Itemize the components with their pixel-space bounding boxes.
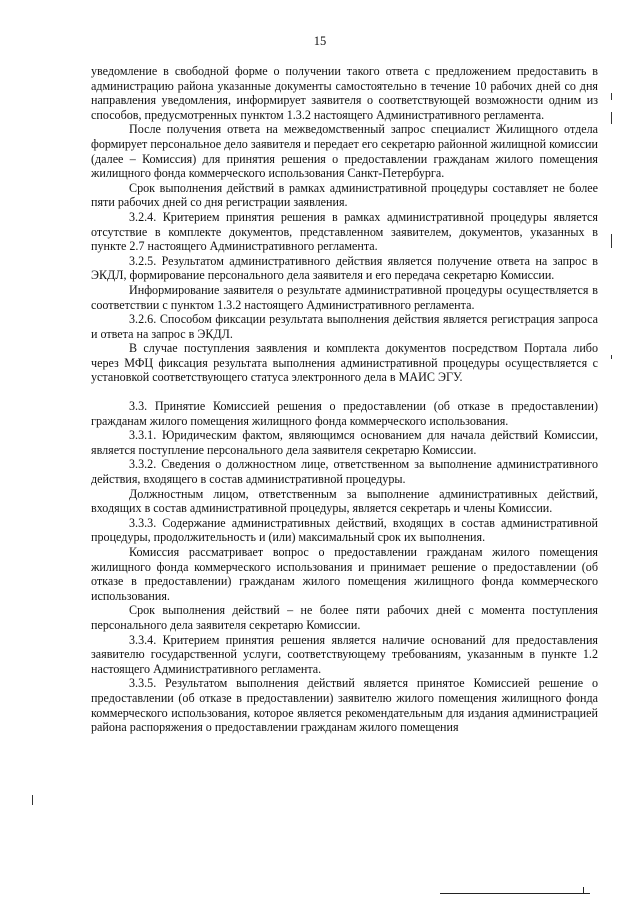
paragraph: 3.3.2. Сведения о должностном лице, ответственном за выполнение административного действия, входящего в состав административной процедуры. [91,457,598,487]
paragraph: 3.3.4. Критерием принятия решения является наличие оснований для предоставления заявителю государственной услуги, соответствующему требованиям, указанным в пункте 1.2 настоящего Административного регламента. [91,632,598,676]
paragraph: 3.3.3. Содержание административных действий, входящих в состав административной процедуры, продолжительность и (или) максимальный срок их выполнения. [91,515,598,545]
section-heading: 3.3. Принятие Комиссией решения о предоставлении (об отказе в предоставлении) гражданам жилого помещения жилищного фонда коммерческого использования. [91,399,598,428]
paragraph: После получения ответа на межведомственный запрос специалист Жилищного отдела формирует персональное дело заявителя и передает его секретарю районной жилищной комиссии (далее – Комиссия) для принятия решения о предоставлении гражданам жилого помещения жилищного фонда коммерческого использования Санкт-Петербурга. [91,122,598,181]
paragraph: 3.3.1. Юридическим фактом, являющимся основанием для начала действий Комиссии, является поступление персонального дела заявителя секретарю Комиссии. [91,428,598,457]
paragraph: Срок выполнения действий в рамках административной процедуры составляет не более пяти рабочих дней со дня регистрации заявления. [91,180,598,210]
paragraph: Срок выполнения действий – не более пяти рабочих дней с момента поступления персонального дела заявителя секретарю Комиссии. [91,603,598,632]
scan-mark [611,355,612,359]
paragraph: 3.2.6. Способом фиксации результата выполнения действия является регистрация запроса и ответа на запрос в ЭКДЛ. [91,312,598,341]
paragraph: Должностным лицом, ответственным за выполнение административных действий, входящих в состав административной процедуры, является секретарь и члены Комиссии. [91,486,598,516]
paragraph: 3.2.4. Критерием принятия решения в рамках административной процедуры является отсутствие в комплекте документов, представленном заявителем, документов, указанных в пункте 2.7 настоящего Административного регламента. [91,209,598,254]
body-text [91,64,598,735]
bottom-rule-tick [583,887,584,894]
section-gap [91,385,598,399]
paragraph: уведомление в свободной форме о получении такого ответа с предложением предоставить в администрацию района указанные документы самостоятельно в течение 10 рабочих дней со дня направления уведомления, информирует заявителя о соответствующей возможности одним из способов, предусмотренных пунктом 1.3.2 настоящего Административного регламента. [91,64,598,122]
paragraph: Информирование заявителя о результате административной процедуры осуществляется в соответствии с пунктом 1.3.2 настоящего Административного регламента. [91,282,598,312]
paragraph: В случае поступления заявления и комплекта документов посредством Портала либо через МФЦ фиксация результата выполнения административной процедуры осуществляется с установкой соответствующего статуса электронного дела в МАИС ЭГУ. [91,341,598,385]
scan-mark [611,112,612,124]
scan-mark [32,795,33,805]
paragraph: 3.2.5. Результатом административного действия является получение ответа на запрос в ЭКДЛ, формирование персонального дела заявителя и его передача секретарю Комиссии. [91,253,598,283]
paragraph: Комиссия рассматривает вопрос о предоставлении гражданам жилого помещения жилищного фонда коммерческого использования и принимает решение о предоставлении (об отказе в предоставлении) гражданам жилого помещения жилищного фонда коммерческого использования. [91,545,598,603]
bottom-rule [440,893,590,894]
paragraph: 3.3.5. Результатом выполнения действий является принятое Комиссией решение о предоставлении (об отказе в предоставлении) заявителю жилого помещения жилищного фонда коммерческого использования, которое является рекомендательным для издания администрацией района распоряжения о предоставлении гражданам жилого помещения [91,676,598,735]
page-number: 15 [313,34,327,48]
scan-mark [611,93,612,100]
scan-mark [611,234,612,248]
